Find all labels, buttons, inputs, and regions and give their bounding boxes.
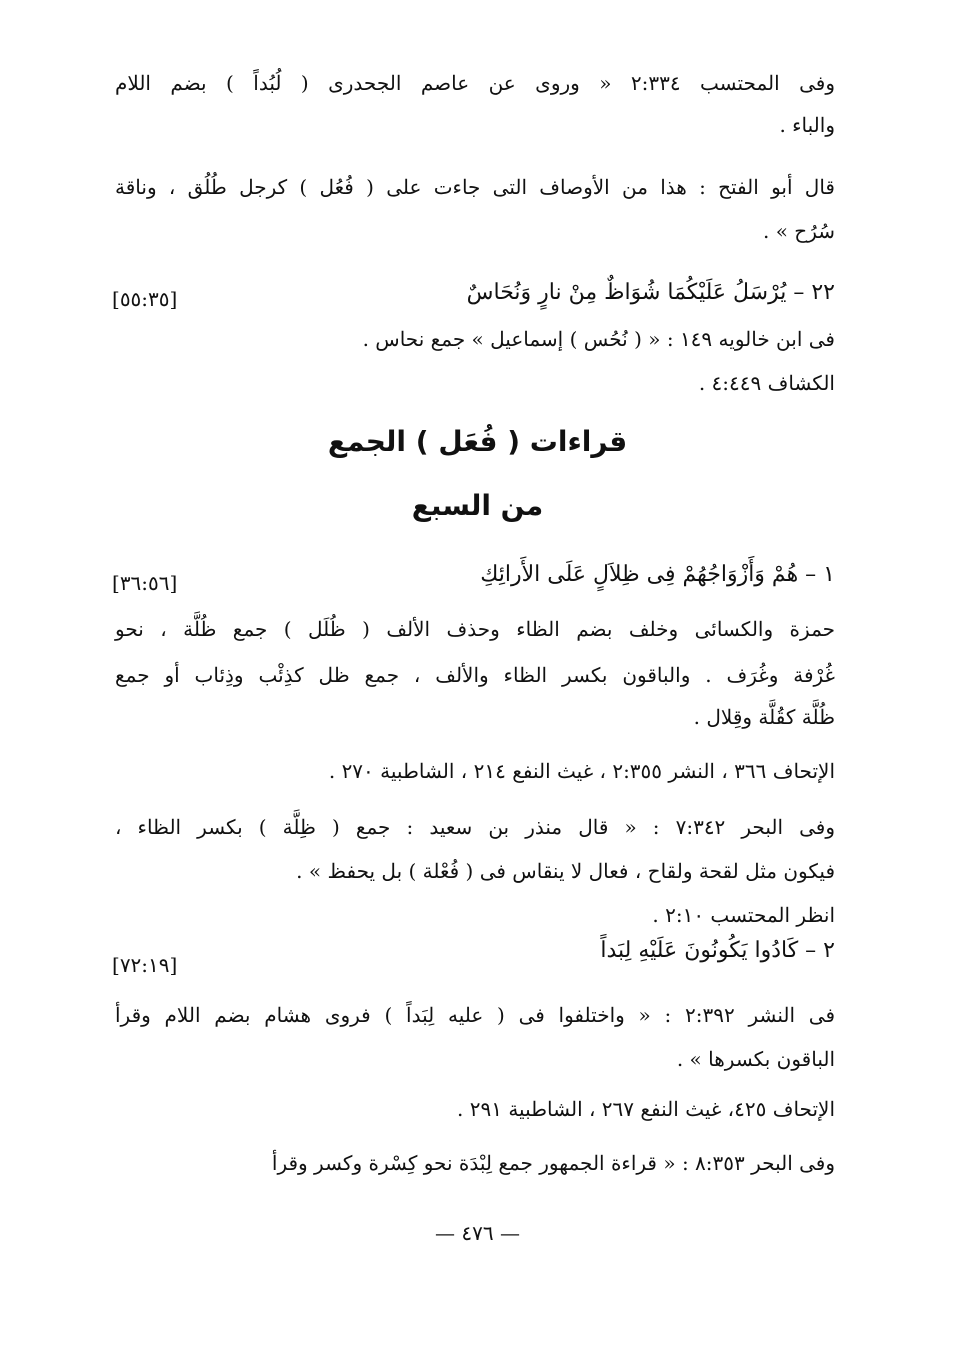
- paragraph-line: الإتحاف ٤٢٥، غيث النفع ٢٦٧ ، الشاطبية ٢٩١ .: [457, 1097, 835, 1121]
- paragraph-line: غُرْفة وغُرَف . والباقون بكسر الظاء والألف ، جمع ظل كذِئْب وذِئاب أو جمع: [115, 663, 835, 687]
- paragraph-line: الكشاف ٤:٤٤٩ .: [698, 371, 835, 395]
- verse-reference: [٥٥:٣٥]: [112, 287, 178, 311]
- paragraph-line: ظُلَّة كقُلَّة وقِلال .: [693, 705, 835, 729]
- paragraph-line: وفى البحر ٨:٣٥٣ : « قراءة الجمهور جمع لِبْدَة نحو كِسْرة وكسر وقرأ: [271, 1151, 835, 1175]
- paragraph-line: فيكون مثل لقحة ولقاح ، فعال لا ينقاس فى ( فُعْلة ) بل يحفظ » .: [296, 859, 835, 883]
- paragraph-line: الباقون بكسرها » .: [676, 1047, 835, 1071]
- section-subheading: من السبع: [411, 489, 544, 522]
- paragraph-line: حمزة والكسائى وخلف بضم الظاء وحذف الألف ( ظُلَل ) جمع ظُلَّة ، نحو: [115, 617, 835, 641]
- quran-verse: ٢ – كَادُوا يَكُونُونَ عَلَيْهِ لِبَداً: [600, 938, 835, 963]
- paragraph-line: سُرُح » .: [762, 219, 835, 243]
- paragraph-line: والباء .: [779, 113, 835, 137]
- page-number: — ٤٧٦ —: [435, 1221, 520, 1245]
- paragraph-line: انظر المحتسب ٢:١٠ .: [652, 903, 835, 927]
- quran-verse: ١ – هُمْ وَأَزْوَاجُهُمْ فِى ظِلاَلٍ عَلَى الأَرائِكِ: [480, 562, 835, 587]
- paragraph-line: فى النشر ٢:٣٩٢ : « واختلفوا فى ( عليه لِبَداً ) فروى هشام بضم اللام وقرأ: [115, 1003, 835, 1027]
- verse-reference: [٧٢:١٩]: [112, 953, 178, 977]
- quran-verse: ٢٢ – يُرْسَلُ عَلَيْكُمَا شُوَاظٌ مِنْ نارٍ وَنُحَاسٌ: [466, 280, 835, 305]
- paragraph-line: وفى البحر ٧:٣٤٢ : « قال منذر بن سعيد : جمع ( ظِلَّة ) بكسر الظاء ،: [115, 815, 835, 839]
- paragraph-line: فى ابن خالويه ١٤٩ : « ( نُحُس ) إسماعيل » جمع نحاس .: [362, 327, 835, 351]
- section-heading: قراءات ( فُعَل ) الجمع: [327, 425, 628, 458]
- paragraph-line: الإتحاف ٣٦٦ ، النشر ٢:٣٥٥ ، غيث النفع ٢١٤ ، الشاطبية ٢٧٠ .: [328, 759, 835, 783]
- verse-reference: [٣٦:٥٦]: [112, 571, 178, 595]
- paragraph-line: قال أبو الفتح : هذا من الأوصاف التى جاءت على ( فُعُل ) كرجل طُلُق ، وناقة: [115, 175, 835, 199]
- paragraph-line: وفى المحتسب ٢:٣٣٤ « وروى عن عاصم الجحدرى ( لُبُداً ) بضم اللام: [115, 71, 835, 95]
